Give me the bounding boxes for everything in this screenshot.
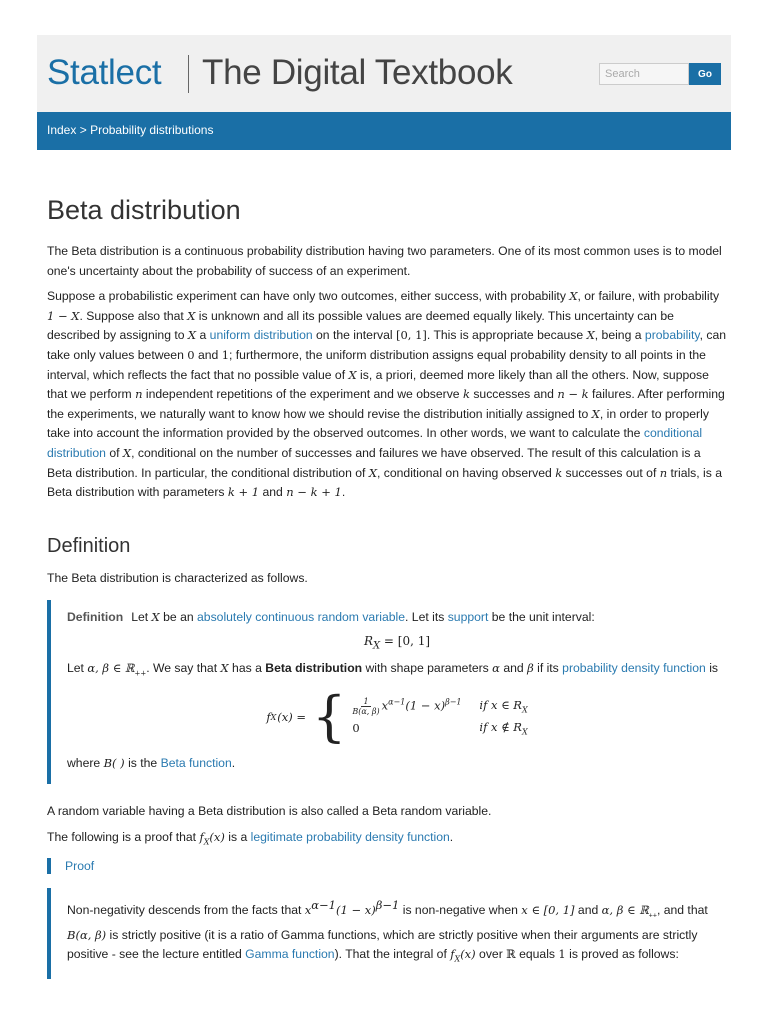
main-content: [47, 192, 727, 997]
legitimate-pdf-link[interactable]: legitimate probability density function: [250, 829, 450, 844]
support-equation: $R_X = [0$, 1]: [363, 633, 431, 652]
breadcrumb-current-link[interactable]: Probability distributions: [90, 123, 214, 137]
search-input[interactable]: [599, 63, 689, 85]
beta-function-note: where B( ) is the Beta function.: [67, 756, 236, 771]
conditional-distribution-link[interactable]: conditional distribution: [47, 426, 703, 460]
definition-label: Definition: [67, 610, 124, 625]
motivation-paragraph: Suppose a probabilistic experiment can have only two outcomes, either success, with probability X, or failure, with probability 1 − X. Suppose also that X is unknown and all its possible values are deemed equally likely. This uncertainty can be described by assigning to X a uniform distribution on the interval [0, 1]. This is appropriate because X, being a probability, can take only values between 0 and 1; furthermore, the uniform distribution assigns equal probability density to all points in the interval, which reflects the fact that no possible value of X is, a priori, deemed more likely than all the others. Now, suppose that we perform n independent repetitions of the experiment and we observe k successes and n − k failures. After performing the experiments, we naturally want to know how we should revise the distribution initially assigned to X, in order to properly take into account the information provided by the observed outcomes. In other words, we want to calculate the conditional distribution of X, conditional on the number of successes and failures we have observed. The result of this calculation is a Beta distribution. In particular, the conditional distribution of X, conditional on having observed k successes out of n trials, is a Beta distribution with parameters k + 1 and n − k + 1.: [47, 289, 727, 500]
breadcrumb: [47, 123, 213, 137]
definition-pdf-text: Let α, β ∈ ℝ$_{++}$. We say that X has a Beta distribution with shape parameters α and β if its probability density function is: [67, 661, 718, 678]
pdf-link[interactable]: probability density function: [562, 661, 706, 676]
search-go-button[interactable]: Go: [689, 63, 721, 85]
proof-box: [47, 888, 727, 980]
proof-intro: The following is a proof that $f_X(x)$ is a legitimate probability density function.: [47, 829, 454, 846]
breadcrumb-bar: [37, 112, 731, 150]
gamma-function-link[interactable]: Gamma function: [245, 947, 335, 962]
site-header: [37, 35, 731, 112]
proof-toggle[interactable]: [47, 858, 727, 874]
site-logo[interactable]: Statlect: [47, 53, 162, 92]
breadcrumb-index-link[interactable]: Index: [47, 123, 77, 137]
beta-function-link[interactable]: Beta function: [160, 756, 232, 771]
probability-link[interactable]: probability: [644, 328, 700, 343]
uniform-distribution-link[interactable]: uniform distribution: [209, 328, 313, 343]
definition-intro: The Beta distribution is characterized as follows.: [47, 570, 308, 585]
brace-symbol: {: [312, 685, 347, 749]
page-title: Beta distribution: [47, 195, 241, 225]
pdf-cases: $\frac{1}{B(\alpha, \beta)}$ $x^{\alpha-1}(1 - x)^{\beta-1}$ if x ∈ $R_X$ 0 if x ∉ $R_X$: [352, 696, 528, 737]
definition-box: [47, 600, 727, 784]
support-link[interactable]: support: [447, 610, 489, 625]
definition-support-text: Definition Let X be an absolutely continuous random variable. Let its support be the unit interval:: [67, 610, 595, 625]
brand-divider: [188, 55, 189, 93]
proof-link[interactable]: Proof: [65, 858, 95, 873]
proof-text: Non-negativity descends from the facts that $x^{\alpha-1}(1 - x)^{\beta-1}$ is non-negative when x ∈ [0, 1] and α, β ∈ ℝ$_{++}$, and that B(α, β) is strictly positive (it is a ratio of Gamma functions, which are strictly positive when their arguments are strictly positive - see the lecture entitled Gamma function). That the integral of $f_X(x)$ over ℝ equals 1 is proved as follows:: [67, 897, 708, 964]
intro-paragraph: The Beta distribution is a continuous probability distribution having two parameters. One of its most common uses is to model one's uncertainty about the probability of success of an experiment.: [47, 244, 722, 278]
breadcrumb-separator: >: [79, 123, 87, 137]
beta-rv-note: A random variable having a Beta distribution is also called a Beta random variable.: [47, 803, 492, 818]
definition-heading: Definition: [47, 534, 131, 557]
site-subtitle: The Digital Textbook: [202, 53, 513, 92]
beta-pdf-equation: f X (x) = { $\frac{1}{B(\alpha, \beta)}$ $x^{\alpha-1}(1 - x)^{\beta-1}$ if x ∈ $R_X$ 0 if x ∉ $R_X$: [266, 685, 528, 749]
absolutely-continuous-link[interactable]: absolutely continuous random variable: [197, 610, 406, 625]
